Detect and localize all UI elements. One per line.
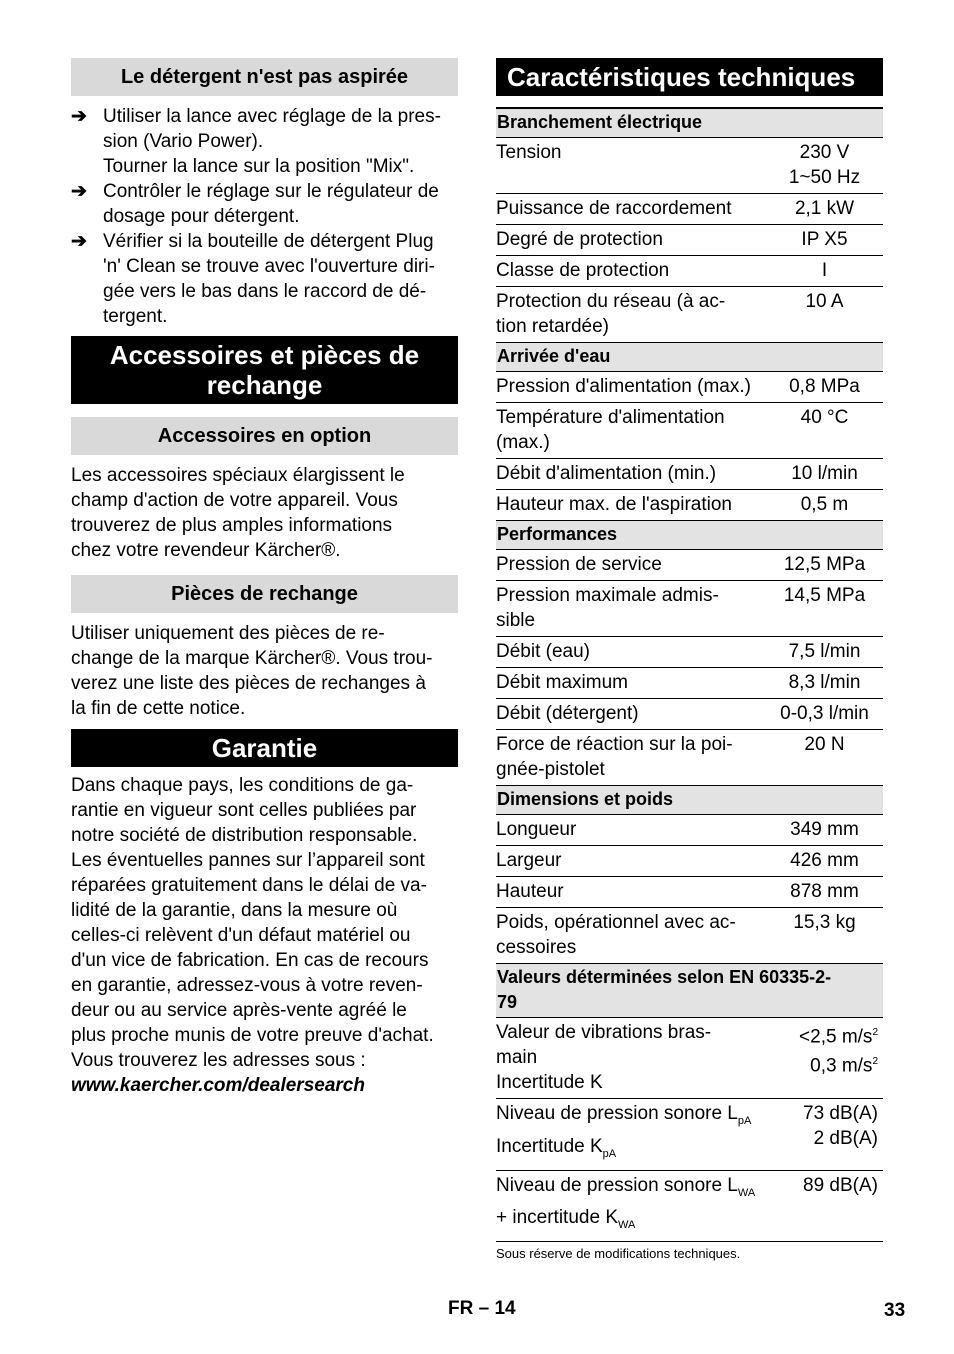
spec-label: Degré de protection (496, 225, 766, 256)
section-row (496, 108, 883, 138)
list-item (71, 229, 458, 329)
table-row (496, 1170, 883, 1242)
text-line: deur ou au service après-vente agréé le (71, 1000, 407, 1021)
text-line: Vous trouverez les adresses sous : (71, 1050, 366, 1071)
spec-value: 40 °C (766, 403, 883, 459)
bullet-line: Contrôler le réglage sur le régulateur de (103, 181, 439, 202)
spec-label: Hauteur max. de l'aspiration (496, 490, 766, 521)
spec-label: Poids, opérationnel avec ac- (496, 912, 736, 933)
spec-label: tion retardée) (496, 316, 610, 337)
spec-value: 0,3 $m/s^2$ (810, 1055, 878, 1077)
table-row (496, 637, 883, 668)
bullet-line: Tourner la lance sur la position "Mix". (103, 156, 415, 177)
spec-value: 89 dB(A) (766, 1170, 883, 1242)
table-row (496, 668, 883, 699)
spec-value: IP X5 (766, 225, 883, 256)
section-row (496, 964, 883, 1018)
bullet-line: gée vers le bas dans le raccord de dé- (103, 281, 427, 302)
spec-label: Température d'alimentation (496, 407, 725, 428)
text-line: trouverez de plus amples informations (71, 515, 393, 536)
arrow-right-icon: ➔ (71, 231, 87, 252)
footnote: Sous réserve de modifications techniques. (496, 1246, 741, 1262)
section-row (496, 521, 883, 550)
parts-text (71, 621, 458, 721)
table-row (496, 225, 883, 256)
option-heading: Accessoires en option (71, 417, 458, 455)
text-line: champ d'action de votre appareil. Vous (71, 490, 398, 511)
spec-label: Pression d'alimentation (max.) (496, 372, 766, 403)
parts-heading: Pièces de rechange (71, 575, 458, 613)
text-line: notre société de distribution responsable. (71, 825, 418, 846)
text-line: en garantie, adressez-vous à votre reven- (71, 975, 423, 996)
dealer-search-link[interactable]: www.kaercher.com/dealersearch (71, 1075, 365, 1096)
spec-value: 349 mm (766, 815, 883, 846)
spec-value: 426 mm (766, 846, 883, 877)
spec-label: Niveau de pression sonore $L_{WA}$ (496, 1174, 756, 1199)
left-column (71, 58, 458, 1098)
table-row (496, 815, 883, 846)
spec-value: 15,3 kg (766, 908, 883, 964)
bullet-line: Utiliser la lance avec réglage de la pres- (103, 106, 441, 127)
option-text (71, 463, 458, 563)
bullet-list (71, 104, 458, 329)
spec-value: 230 V (799, 142, 850, 163)
spec-value: 10 A (766, 287, 883, 343)
arrow-right-icon: ➔ (71, 181, 87, 202)
bullet-line: dosage pour détergent. (103, 206, 300, 227)
spec-label: Tension (496, 138, 766, 194)
spec-label: Protection du réseau (à ac- (496, 291, 726, 312)
spec-label: Débit d'alimentation (min.) (496, 459, 766, 490)
spec-value: 12,5 MPa (766, 550, 883, 581)
section-row (496, 786, 883, 815)
table-row (496, 403, 883, 459)
bullet-line: sion (Vario Power). (103, 131, 264, 152)
text-line: plus proche munis de votre preuve d'achat. (71, 1025, 434, 1046)
table-row (496, 846, 883, 877)
spec-value: 14,5 MPa (766, 581, 883, 637)
spec-label: Niveau de pression sonore $L_{pA}$ (496, 1103, 752, 1127)
spec-label: Longueur (496, 815, 766, 846)
text-line: Les accessoires spéciaux élargissent le (71, 465, 405, 486)
table-row (496, 194, 883, 225)
spec-label: Hauteur (496, 877, 766, 908)
spec-value: 0-0,3 l/min (766, 699, 883, 730)
table-row (496, 459, 883, 490)
spec-label: Valeur de vibrations bras- (496, 1022, 712, 1043)
table-row (496, 699, 883, 730)
table-row (496, 490, 883, 521)
spec-label: Débit maximum (496, 668, 766, 699)
warranty-heading: Garantie (71, 729, 458, 767)
spec-value: 7,5 l/min (766, 637, 883, 668)
bullet-line: tergent. (103, 306, 168, 327)
spec-value: I (766, 256, 883, 287)
spec-value: <2,5 $m/s^2$ (799, 1026, 878, 1048)
section-label: Valeurs déterminées selon EN 60335-2- (497, 967, 832, 987)
spec-value: 8,3 l/min (766, 668, 883, 699)
table-row (496, 1099, 883, 1171)
list-item (71, 179, 458, 229)
spec-label: (max.) (496, 432, 550, 453)
text-line: réparées gratuitement dans le délai de va- (71, 875, 427, 896)
bullet-line: 'n' Clean se trouve avec l'ouverture diri- (103, 256, 435, 277)
spec-value: 0,5 m (766, 490, 883, 521)
list-item (71, 104, 458, 179)
text-line: Dans chaque pays, les conditions de ga- (71, 775, 414, 796)
spec-label: cessoires (496, 937, 577, 958)
spec-value: 1~50 Hz (788, 167, 861, 188)
section-row (496, 343, 883, 372)
accessories-heading-line: rechange (206, 370, 323, 400)
table-row (496, 550, 883, 581)
footer-page-number: 33 (884, 1300, 906, 1321)
spec-value: 2,1 kW (766, 194, 883, 225)
spec-label: main (496, 1047, 538, 1068)
spec-label: sible (496, 610, 536, 631)
text-line: verez une liste des pièces de rechanges à (71, 673, 426, 694)
spec-label: Incertitude $K_{pA}$ (496, 1135, 617, 1160)
text-line: Utiliser uniquement des pièces de re- (71, 623, 385, 644)
right-column (496, 58, 883, 1261)
bullet-line: Vérifier si la bouteille de détergent Plug (103, 231, 434, 252)
table-row (496, 908, 883, 964)
spec-value: 73 dB(A) (803, 1103, 878, 1124)
table-row (496, 730, 883, 786)
spec-label: Classe de protection (496, 256, 766, 287)
spec-label: gnée-pistolet (496, 759, 605, 780)
spec-value: 2 dB(A) (813, 1128, 878, 1149)
spec-value: 10 l/min (766, 459, 883, 490)
text-line: la fin de cette notice. (71, 698, 246, 719)
specs-title: Caractéristiques techniques (496, 58, 883, 96)
table-row (496, 287, 883, 343)
spec-label: Largeur (496, 846, 766, 877)
accessories-heading (71, 336, 458, 404)
section-label: Branchement électrique (496, 108, 883, 138)
table-row (496, 877, 883, 908)
table-row (496, 581, 883, 637)
spec-label: Puissance de raccordement (496, 194, 766, 225)
specs-table (496, 107, 883, 1242)
table-row (496, 1018, 883, 1099)
text-line: rantie en vigueur sont celles publiées par (71, 800, 417, 821)
spec-label: Pression maximale admis- (496, 585, 719, 606)
text-line: lidité de la garantie, dans la mesure où (71, 900, 398, 921)
section-label: Arrivée d'eau (496, 343, 883, 372)
spec-label: Débit (eau) (496, 637, 766, 668)
section-label: Dimensions et poids (496, 786, 883, 815)
table-row (496, 372, 883, 403)
spec-value: 20 N (766, 730, 883, 786)
arrow-right-icon: ➔ (71, 106, 87, 127)
spec-value: 0,8 MPa (766, 372, 883, 403)
section-label: Performances (496, 521, 883, 550)
spec-label: Force de réaction sur la poi- (496, 734, 733, 755)
text-line: chez votre revendeur Kärcher®. (71, 540, 341, 561)
spec-label: Incertitude K (496, 1072, 603, 1093)
text-line: d'un vice de fabrication. En cas de recours (71, 950, 429, 971)
accessories-heading-line: Accessoires et pièces de (109, 340, 420, 370)
table-row (496, 256, 883, 287)
section-label: 79 (497, 992, 518, 1012)
table-row (496, 138, 883, 194)
warranty-text (71, 773, 458, 1098)
detergent-heading: Le détergent n'est pas aspirée (71, 58, 458, 96)
spec-label: Pression de service (496, 550, 766, 581)
footer-language-page: FR – 14 (448, 1298, 516, 1319)
spec-label: Débit (détergent) (496, 699, 766, 730)
text-line: change de la marque Kärcher®. Vous trou- (71, 648, 433, 669)
text-line: Les éventuelles pannes sur l’appareil sont (71, 850, 425, 871)
text-line: celles-ci relèvent d'un défaut matériel ou (71, 925, 411, 946)
spec-value: 878 mm (766, 877, 883, 908)
spec-label: + incertitude $K_{WA}$ (496, 1207, 636, 1232)
